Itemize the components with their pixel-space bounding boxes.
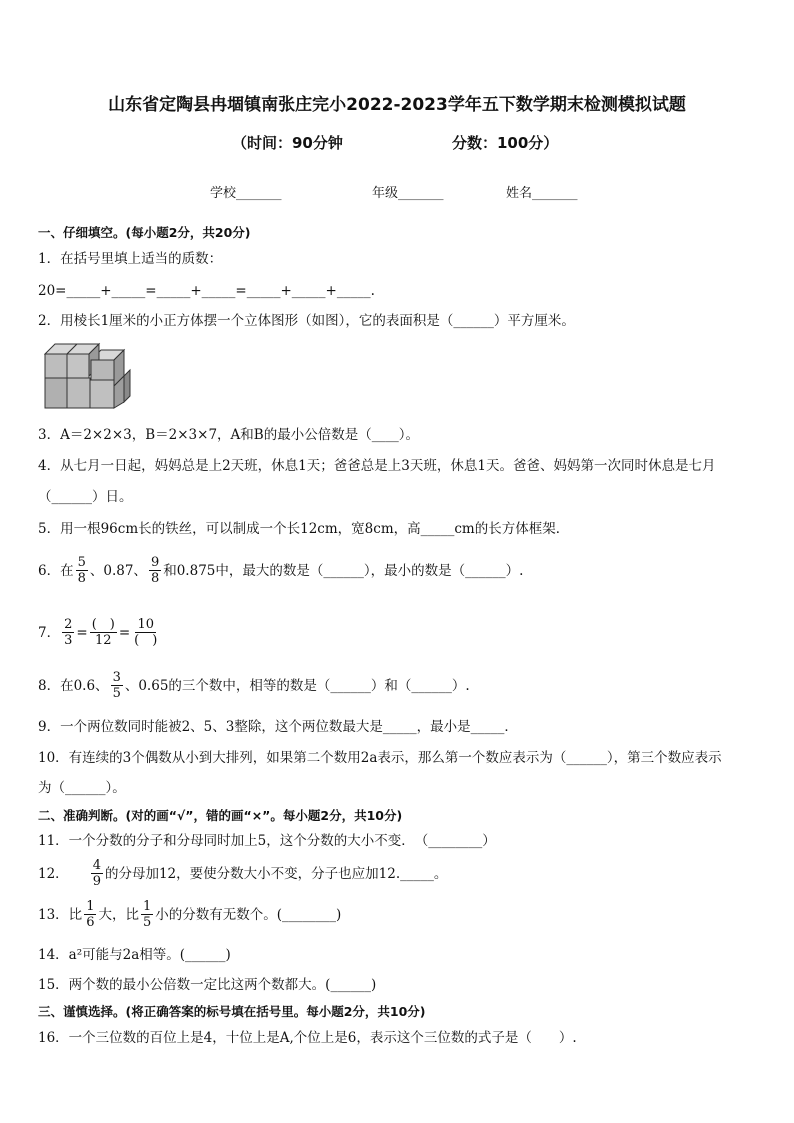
question-1: 1．在括号里填上适当的质数： (38, 251, 223, 267)
question-12 (38, 858, 447, 889)
q13-middle: 大，比 (98, 906, 139, 923)
grade-field: 年级_______ (372, 186, 444, 201)
question-2: 2．用棱长1厘米的小正方体摆一个立体图形（如图），它的表面积是（______）平方厘米。 (38, 313, 575, 329)
q8-suffix: 、0.65的三个数中，相等的数是（______）和（______）. (124, 677, 470, 694)
time-label: （时间：90分钟 (232, 134, 343, 152)
fraction-4-9: $\frac{4}{9}$ (92, 858, 101, 889)
question-10-line2: 为（______）。 (38, 780, 126, 796)
section-1-heading: 一、仔细填空。(每小题2分，共20分) (38, 225, 251, 240)
q8-prefix: 8．在0.6、 (38, 677, 109, 694)
q6-prefix: 6．在 (38, 562, 74, 579)
name-field: 姓名_______ (506, 186, 578, 201)
question-5: 5．用一根96cm长的铁丝，可以制成一个长12cm，宽8cm，高_____cm的长方体框架． (38, 521, 570, 537)
question-16: 16．一个三位数的百位上是4，十位上是A,个位上是6，表示这个三位数的式子是（ ）. (38, 1030, 577, 1046)
question-10-line1: 10．有连续的3个偶数从小到大排列，如果第二个数用2a表示，那么第一个数应表示为（______），第三个数应表示 (38, 750, 722, 766)
question-1-equation: 20=_____+_____=_____+_____=_____+_____+_____. (38, 283, 375, 299)
question-3: 3．A＝2×2×3，B＝2×3×7，A和B的最小公倍数是（____）。 (38, 427, 419, 443)
school-field: 学校_______ (210, 186, 282, 201)
fraction-10-blank: $\frac{10}{( )}$ (134, 617, 158, 648)
question-8 (38, 670, 470, 701)
question-11: 11．一个分数的分子和分母同时加上5，这个分数的大小不变． （________） (38, 833, 496, 849)
q13-prefix: 13．比 (38, 906, 83, 923)
fraction-1-5: $\frac{1}{5}$ (142, 899, 152, 930)
q6-middle: 、0.87、 (89, 562, 147, 579)
fraction-1-6: $\frac{1}{6}$ (86, 899, 95, 930)
q6-suffix: 和0.875中，最大的数是（______），最小的数是（______）. (163, 562, 524, 579)
fraction-3-5: $\frac{3}{5}$ (112, 670, 121, 701)
question-13 (38, 899, 341, 930)
fraction-2-3: $\frac{2}{3}$ (64, 617, 73, 648)
fraction-9-8: $\frac{9}{8}$ (150, 555, 160, 586)
section-2-heading: 二、准确判断。(对的画“√”，错的画“×”。每小题2分，共10分) (38, 808, 403, 823)
question-4-line1: 4．从七月一日起，妈妈总是上2天班，休息1天；爸爸总是上3天班，休息1天。爸爸、妈妈第一次同时休息是七月 (38, 458, 716, 474)
section-3-heading: 三、谨慎选择。(将正确答案的标号填在括号里。每小题2分，共10分) (38, 1004, 426, 1019)
question-6 (38, 555, 523, 586)
question-4-line2: （______）日。 (38, 489, 133, 505)
equals-sign: = (76, 624, 88, 641)
fraction-blank-12: $\frac{( )}{12}$ (91, 617, 115, 648)
question-9: 9．一个两位数同时能被2、5、3整除，这个两位数最大是_____，最小是_____． (38, 719, 518, 735)
score-label: 分数：100分） (452, 134, 559, 152)
question-7 (38, 617, 161, 648)
q12-suffix: 的分母加12，要使分数大小不变，分子也应加12._____。 (104, 865, 448, 882)
q13-suffix: 小的分数有无数个。(________) (155, 906, 342, 923)
cube-figure (44, 342, 132, 412)
question-14: 14．a²可能与2a相等。(______) (38, 947, 231, 963)
question-15: 15．两个数的最小公倍数一定比这两个数都大。(______) (38, 977, 377, 993)
page-title: 山东省定陶县冉堌镇南张庄完小2022-2023学年五下数学期末检测模拟试题 (108, 95, 686, 115)
fraction-5-8: $\frac{5}{8}$ (77, 555, 86, 586)
q12-prefix: 12． (38, 865, 69, 882)
q7-prefix: 7． (38, 624, 61, 641)
equals-sign: = (118, 624, 131, 641)
